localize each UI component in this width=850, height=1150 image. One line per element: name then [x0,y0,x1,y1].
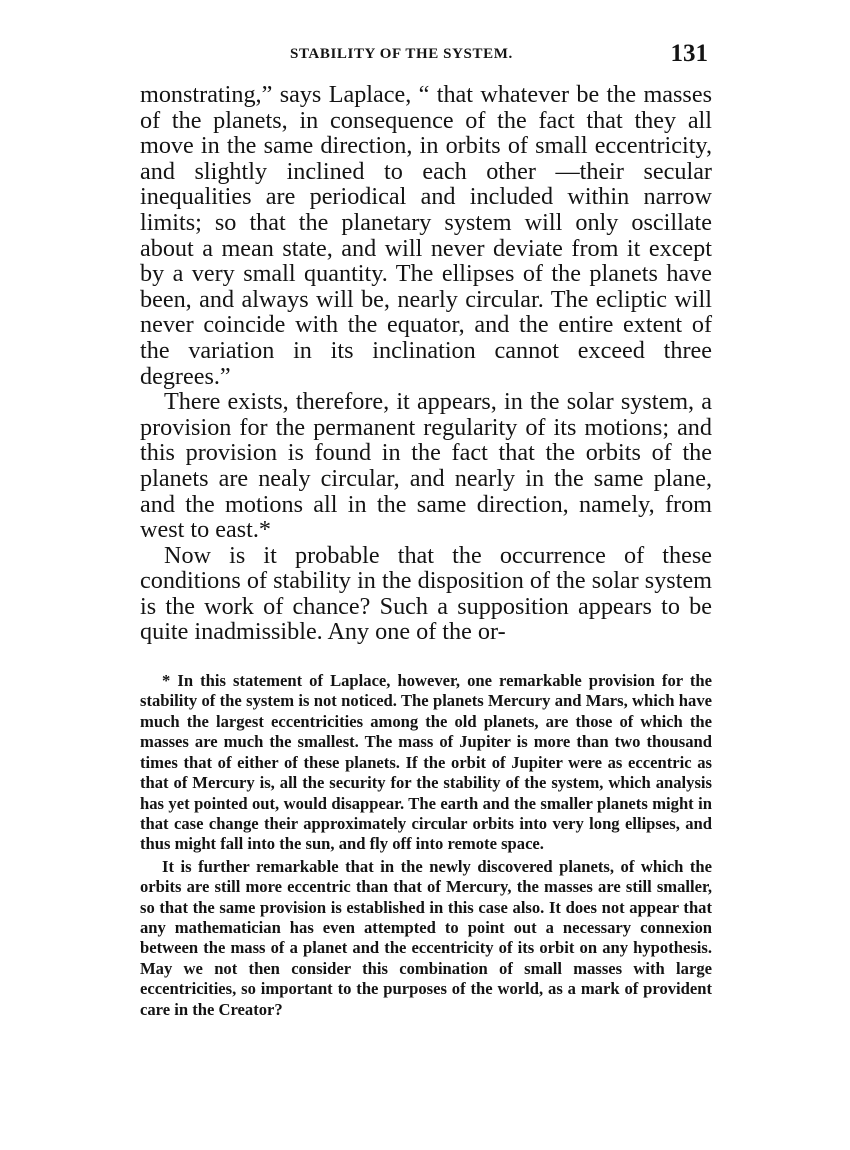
main-text [140,82,712,645]
page-number: 131 [670,40,708,67]
body-paragraph: Now is it probable that the occurrence of these conditions of stability in the disposition of the solar system is the work of chance? Such a supposition appears to be quite inadmissible. Any one of the or- [140,541,712,646]
running-head: STABILITY OF THE SYSTEM. [290,46,513,62]
body-paragraph: There exists, therefore, it appears, in the solar system, a provision for the permanent regularity of its motions; and this provision is found in the fact that the orbits of the planets are nealy circular, and nearly in the same plane, and the motions all in the same direction, namely, from west to east.* [140,388,712,544]
book-page [140,40,712,1020]
footnote-paragraph: It is further remarkable that in the newly discovered planets, of which the orbits are still more eccentric than that of Mercury, the masses are still smaller, so that the same provision is established in this case also. It does not appear that any mathematician has even attempted to point out a necessary connexion between the mass of a planet and the eccentricity of its orbit on any hypothesis. May we not then consider this combination of small masses with large eccentricities, so important to the purposes of the world, as a mark of provident care in the Creator? [140,856,712,1019]
body-paragraph: monstrating,” says Laplace, “ that whatever be the masses of the planets, in consequence of the fact that they all move in the same direction, in orbits of small eccentricity, and slightly inclined to each other —their secular inequalities are periodical and included within narrow limits; so that the planetary system will only oscillate about a mean state, and will never deviate from it except by a very small quantity. The ellipses of the planets have been, and always will be, nearly circular. The ecliptic will never coincide with the equator, and the entire extent of the variation in its inclination cannot exceed three degrees.” [140,81,712,390]
footnote-paragraph: * In this statement of Laplace, however, one remarkable provision for the stability of the system is not noticed. The planets Mercury and Mars, which have much the largest eccentricities among the old planets, are those of which the masses are much the smallest. The mass of Jupiter is more than two thousand times that of either of these planets. If the orbit of Jupiter were as eccentric as that of Mercury is, all the security for the stability of the system, which analysis has yet pointed out, would disappear. The earth and the smaller planets might in that case change their approximately circular orbits into very long ellipses, and thus might fall into the sun, and fly off into remote space. [140,671,712,854]
page-header [140,40,712,68]
footnote-section [140,671,712,1020]
